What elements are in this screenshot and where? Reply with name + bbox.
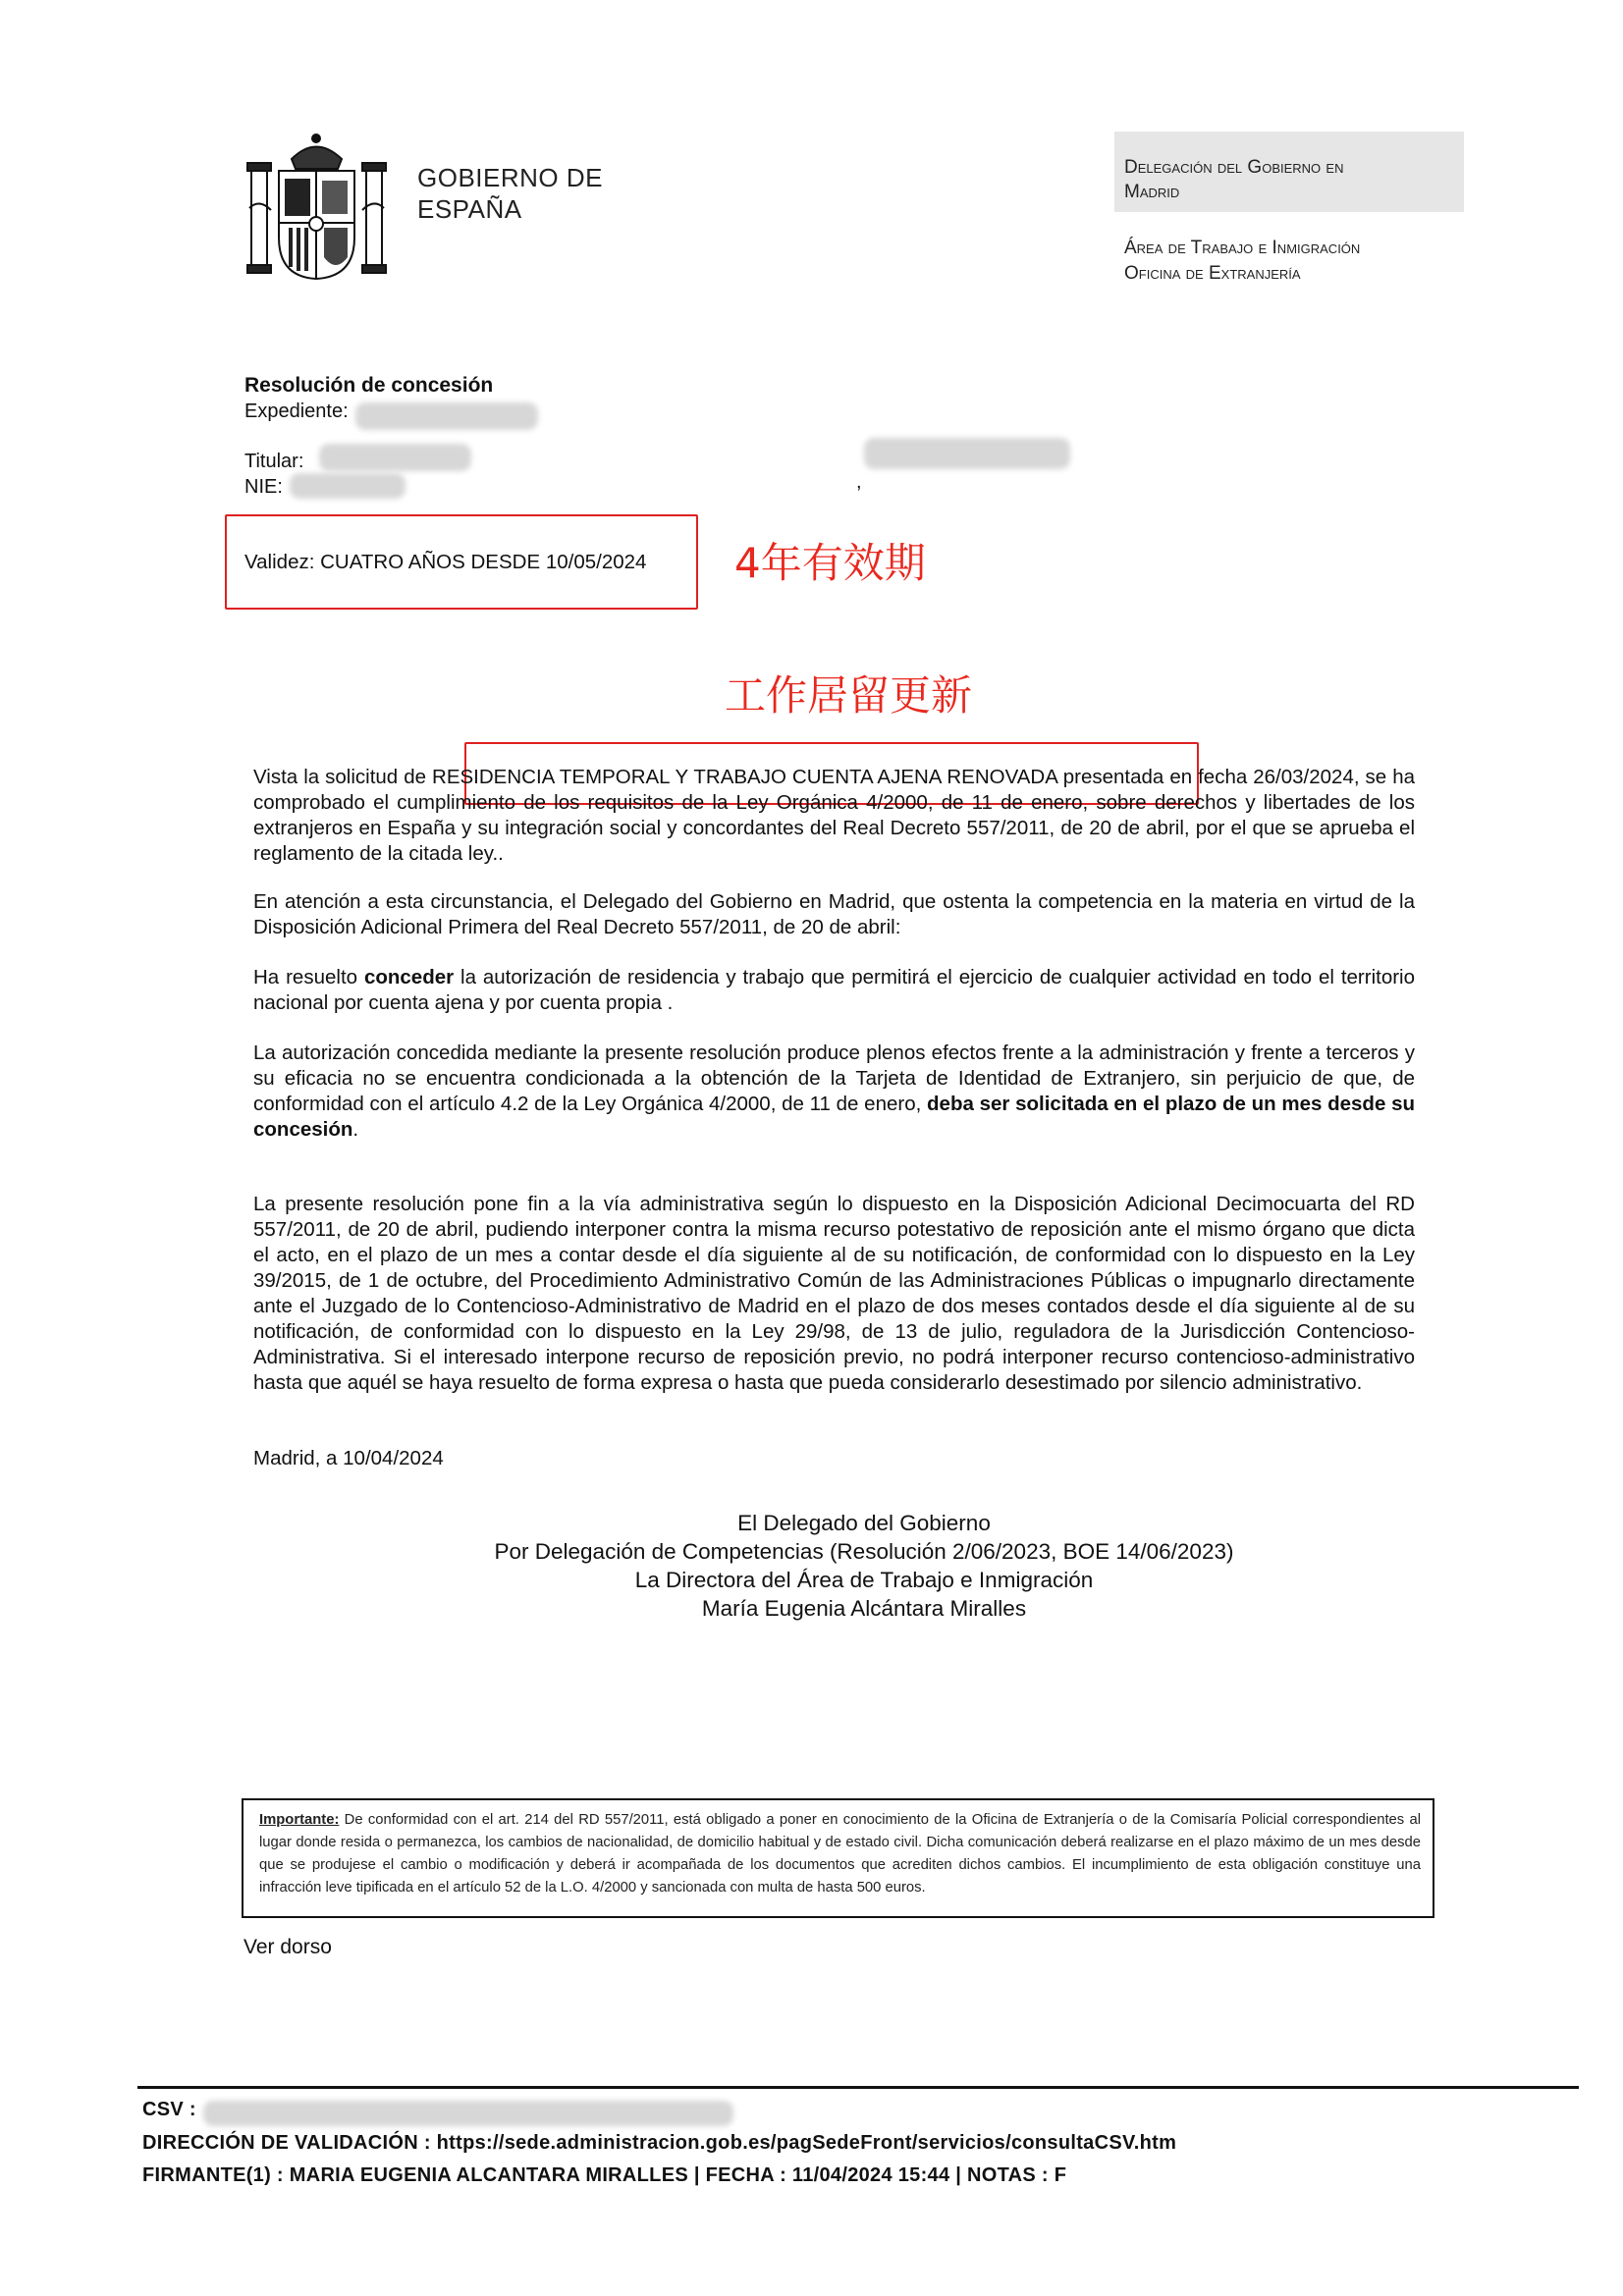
paragraph-application — [253, 765, 1415, 867]
place-date: Madrid, a 10/04/2024 — [253, 1447, 444, 1469]
important-text: De conformidad con el art. 214 del RD 557/2011, está obligado a poner en conocimiento de la Oficina de Extranjería o de la Comisaría Policial correspondientes al lugar donde resida o permanezca, los cambios de nacionalidad, de domicilio habitual y de estado civil. Dicha comunicación deberá realizarse en el plazo máximo de un mes desde que se produjese el cambio o modificación y deberá ir acompañada de los documentos que acrediten dichos cambios. El incumplimiento de esta obligación constituye una infracción leve tipificada en el artículo 52 de la L.O. 4/2000 y sancionada con multa de hasta 500 euros. — [259, 1812, 1421, 1896]
validity-text: Validez: CUATRO AÑOS DESDE 10/05/2024 — [244, 551, 647, 573]
p3-start: Ha resuelto — [253, 966, 364, 988]
permit-type-annotation: 工作居留更新 — [725, 671, 973, 720]
delegation-line-2: Madrid — [1124, 182, 1180, 202]
area-name — [1124, 236, 1360, 287]
signer-info: FIRMANTE(1) : MARIA EUGENIA ALCANTARA MIRALLES | FECHA : 11/04/2024 15:44 | NOTAS : F — [142, 2164, 1067, 2186]
delegation-name — [1124, 155, 1344, 204]
signature-line-1: El Delegado del Gobierno — [737, 1511, 991, 1535]
signature-block — [373, 1509, 1355, 1623]
area-line-1: Área de Trabajo e Inmigración — [1124, 238, 1361, 258]
p4-start: La autorización concedida mediante la presente resolución produce plenos efectos frente a la administración y frente a terceros y su eficacia no se encuentra condicionada a la obtención de la Tarjeta de Identidad de Extranjero, sin perjuicio de que, de conformidad con el artículo 4.2 de la Ley Orgánica 4/2000, de 11 de enero, — [253, 1041, 1415, 1115]
important-notice — [259, 1809, 1421, 1899]
expediente-label: Expediente: — [244, 400, 349, 422]
p3-concede: conceder — [363, 966, 455, 988]
signature-line-2: Por Delegación de Competencias (Resolución 2/06/2023, BOE 14/06/2023) — [494, 1539, 1234, 1564]
paragraph-attention: En atención a esta circunstancia, el Delegado del Gobierno en Madrid, que ostenta la competencia en la materia en virtud de la Disposición Adicional Primera del Real Decreto 557/2011, de 20 de abril: — [253, 890, 1415, 938]
validation-url: DIRECCIÓN DE VALIDACIÓN : https://sede.administracion.gob.es/pagSedeFront/servicios/consultaCSV.htm — [142, 2132, 1177, 2154]
p3-end: la autorización de residencia y trabajo que permitirá el ejercicio de cualquier actividad en todo el territorio nacional por cuenta ajena y por cuenta propia . — [253, 966, 1415, 1014]
nie-label: NIE: — [244, 476, 283, 498]
footer-divider — [137, 2086, 1579, 2089]
redacted-expediente — [355, 402, 538, 430]
p1-start: Vista la solicitud de — [253, 766, 433, 788]
permit-type: RESIDENCIA TEMPORAL Y TRABAJO CUENTA AJENA RENOVADA — [432, 766, 1057, 788]
redacted-titular — [319, 444, 471, 471]
paragraph-appeal: La presente resolución pone fin a la vía administrativa según lo dispuesto en la Disposición Adicional Decimocuarta del RD 557/2011, de 20 de abril, pudiendo interponer contra la misma recurso potestativo de reposición ante el mismo órgano que dicta el acto, en el plazo de un mes a contar desde el día siguiente al de su notificación, de conformidad con lo dispuesto en la Ley 39/2015, de 1 de octubre, del Procedimiento Administrativo Común de las Administraciones Públicas o impugnarlo directamente ante el Juzgado de lo Contencioso-Administrativo de Madrid en el plazo de dos meses contados desde el día siguiente al de su notificación, de conformidad con lo dispuesto en la Ley 29/98, de 13 de julio, reguladora de la Jurisdicción Contencioso-Administrativa. Si el interesado interpone recurso de reposición previo, no podrá interponer recurso contencioso-administrativo hasta que aquél se haya resuelto de forma expresa o hasta que pueda considerarlo desestimado por silencio administrativo. — [253, 1193, 1415, 1394]
signature-line-4: María Eugenia Alcántara Miralles — [701, 1596, 1027, 1621]
p4-end: . — [352, 1118, 359, 1141]
gov-line-2: ESPAÑA — [417, 194, 522, 224]
validity-annotation: 4年有效期 — [734, 539, 926, 587]
resolution-title: Resolución de concesión — [244, 374, 494, 397]
paragraph-effects — [253, 1041, 1415, 1143]
gov-line-1: GOBIERNO DE — [417, 163, 603, 192]
coat-of-arms-icon — [245, 130, 388, 282]
government-name — [417, 162, 603, 225]
redacted-nie — [290, 473, 406, 499]
delegation-line-1: Delegación del Gobierno en — [1124, 157, 1344, 178]
p4-deadline: deba ser solicitada en el plazo de un mes desde su concesión — [253, 1093, 1415, 1141]
area-line-2: Oficina de Extranjería — [1124, 263, 1301, 284]
important-label: Importante: — [259, 1812, 340, 1828]
redacted-csv — [203, 2101, 733, 2126]
name-comma: , — [856, 471, 862, 493]
redacted-titular-surname — [864, 438, 1070, 469]
signature-line-3: La Directora del Área de Trabajo e Inmigración — [634, 1568, 1094, 1592]
csv-label: CSV : — [142, 2099, 196, 2120]
paragraph-resolved — [253, 965, 1415, 1016]
p1-end: presentada en fecha 26/03/2024, se ha comprobado el cumplimiento de los requisitos de la Ley Orgánica 4/2000, de 11 de enero, sobre derechos y libertades de los extranjeros en España y su integración social y concordantes del Real Decreto 557/2011, de 20 de abril, por el que se aprueba el reglamento de la citada ley.. — [253, 766, 1415, 865]
titular-label: Titular: — [244, 451, 304, 472]
see-reverse: Ver dorso — [243, 1936, 332, 1958]
